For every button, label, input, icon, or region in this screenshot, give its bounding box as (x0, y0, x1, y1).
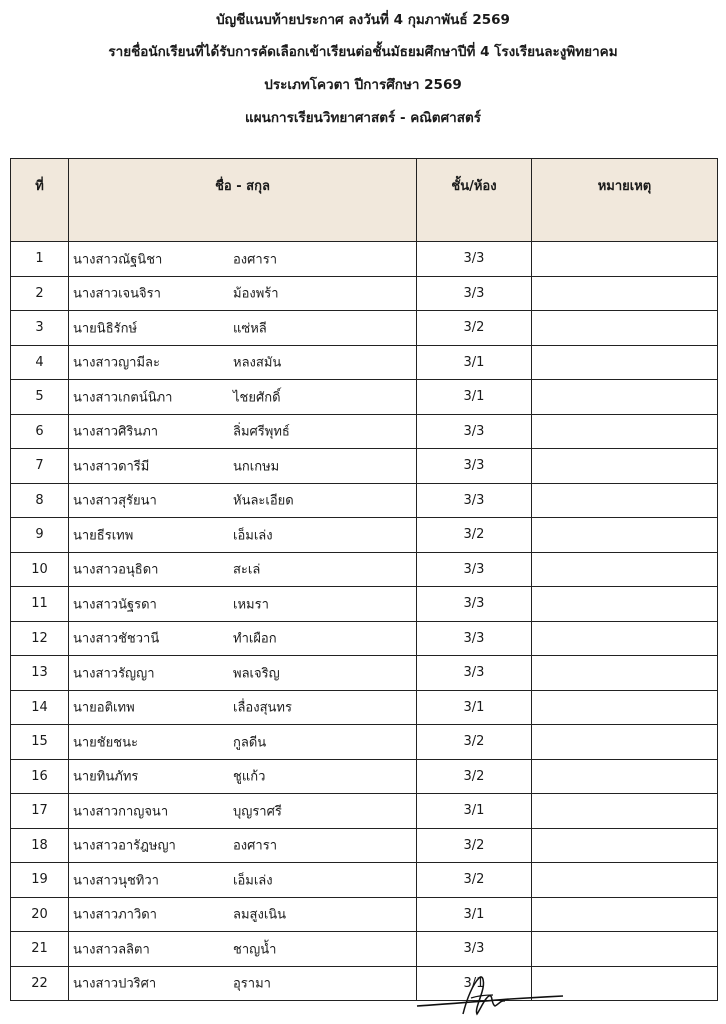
table-row (11, 621, 718, 656)
row-number: 10 (11, 552, 69, 587)
student-name (69, 483, 417, 518)
student-note (532, 932, 718, 967)
student-name (69, 518, 417, 553)
student-name (69, 690, 417, 725)
row-number: 7 (11, 449, 69, 484)
student-note (532, 276, 718, 311)
header-line-4: แผนการเรียนวิทยาศาสตร์ - คณิตศาสตร์ (245, 110, 481, 126)
row-number: 1 (11, 242, 69, 277)
col-header-name: ชื่อ - สกุล (69, 159, 417, 242)
student-name (69, 897, 417, 932)
student-last-name: องศารา (233, 252, 277, 268)
student-room: 3/2 (417, 828, 532, 863)
student-note (532, 449, 718, 484)
student-room: 3/2 (417, 725, 532, 760)
student-last-name: องศารา (233, 838, 277, 854)
header-line-2: รายชื่อนักเรียนที่ได้รับการคัดเลือกเข้าเรียนต่อชั้นมัธยมศึกษาปีที่ 4 โรงเรียนละงูพิทยาคม (108, 44, 618, 60)
row-number: 4 (11, 345, 69, 380)
student-first-name: นายธีรเทพ (73, 528, 134, 544)
table-row (11, 380, 718, 415)
row-number: 21 (11, 932, 69, 967)
table-row (11, 587, 718, 622)
student-last-name: ชูแก้ว (233, 769, 266, 785)
student-first-name: นางสาวศิรินภา (73, 424, 159, 440)
student-note (532, 690, 718, 725)
signature-mark (415, 968, 565, 1024)
student-name (69, 449, 417, 484)
table-row (11, 725, 718, 760)
student-name (69, 345, 417, 380)
table-header-row (11, 159, 718, 242)
student-first-name: นางสาวสุรัยนา (73, 493, 157, 509)
table-body (11, 242, 718, 1001)
student-room: 3/3 (417, 656, 532, 691)
student-note (532, 863, 718, 898)
student-note (532, 311, 718, 346)
student-note (532, 414, 718, 449)
col-header-note: หมายเหตุ (532, 159, 718, 242)
student-room: 3/2 (417, 518, 532, 553)
student-first-name: นางสาวชัชวานี (73, 631, 160, 647)
student-name (69, 380, 417, 415)
table-row (11, 414, 718, 449)
table-row (11, 828, 718, 863)
table-row (11, 794, 718, 829)
student-last-name: ทำเผือก (233, 631, 277, 647)
header-line-3: ประเภทโควตา ปีการศึกษา 2569 (264, 77, 462, 93)
student-name (69, 725, 417, 760)
row-number: 3 (11, 311, 69, 346)
student-table (10, 158, 718, 1001)
student-last-name: หลงสมัน (233, 355, 282, 371)
student-first-name: นายทินภัทร (73, 769, 139, 785)
student-name (69, 863, 417, 898)
student-name (69, 966, 417, 1001)
student-first-name: นายนิธิรักษ์ (73, 321, 138, 337)
table-row (11, 863, 718, 898)
row-number: 6 (11, 414, 69, 449)
row-number: 2 (11, 276, 69, 311)
student-room: 3/3 (417, 276, 532, 311)
table-row (11, 276, 718, 311)
student-first-name: นางสาวภาวิดา (73, 907, 157, 923)
student-last-name: สะเล่ (233, 562, 261, 578)
row-number: 22 (11, 966, 69, 1001)
table-row (11, 759, 718, 794)
student-note (532, 552, 718, 587)
student-note (532, 656, 718, 691)
table-row (11, 345, 718, 380)
table-row (11, 311, 718, 346)
student-room: 3/2 (417, 311, 532, 346)
table-row (11, 966, 718, 1001)
row-number: 11 (11, 587, 69, 622)
table-row (11, 242, 718, 277)
row-number: 17 (11, 794, 69, 829)
student-first-name: นางสาวอารัฎษญา (73, 838, 176, 854)
student-note (532, 587, 718, 622)
student-room: 3/3 (417, 242, 532, 277)
student-room: 3/1 (417, 690, 532, 725)
col-header-room: ชั้น/ห้อง (417, 159, 532, 242)
student-note (532, 794, 718, 829)
student-name (69, 828, 417, 863)
student-name (69, 759, 417, 794)
student-first-name: นางสาวดารีมี (73, 459, 150, 475)
table-row (11, 483, 718, 518)
student-note (532, 380, 718, 415)
table-row (11, 552, 718, 587)
student-last-name: ม้องพร้า (233, 286, 279, 302)
student-name (69, 587, 417, 622)
student-room: 3/2 (417, 863, 532, 898)
student-first-name: นางสาวญามีละ (73, 355, 160, 371)
student-last-name: พลเจริญ (233, 666, 280, 682)
row-number: 9 (11, 518, 69, 553)
row-number: 12 (11, 621, 69, 656)
student-last-name: ลมสูงเนิน (233, 907, 287, 923)
student-room: 3/3 (417, 552, 532, 587)
student-room: 3/1 (417, 794, 532, 829)
student-first-name: นายอติเทพ (73, 700, 135, 716)
row-number: 8 (11, 483, 69, 518)
student-note (532, 897, 718, 932)
student-note (532, 483, 718, 518)
row-number: 13 (11, 656, 69, 691)
student-room: 3/1 (417, 966, 532, 1001)
row-number: 15 (11, 725, 69, 760)
student-name (69, 276, 417, 311)
student-room: 3/1 (417, 897, 532, 932)
student-note (532, 621, 718, 656)
student-room: 3/3 (417, 621, 532, 656)
student-first-name: นายชัยชนะ (73, 735, 138, 751)
student-note (532, 828, 718, 863)
student-room: 3/1 (417, 345, 532, 380)
table-row (11, 518, 718, 553)
col-header-no: ที่ (11, 159, 69, 242)
student-first-name: นางสาวรัญญา (73, 666, 155, 682)
student-first-name: นางสาวนัฐรดา (73, 597, 157, 613)
table-row (11, 897, 718, 932)
student-first-name: นางสาวปวริศา (73, 976, 157, 992)
student-last-name: บุญราศรี (233, 804, 282, 820)
student-last-name: เลื่องสุนทร (233, 700, 292, 716)
student-note (532, 518, 718, 553)
student-note (532, 345, 718, 380)
table-row (11, 656, 718, 691)
student-first-name: นางสาวนุชทิวา (73, 873, 159, 889)
student-name (69, 414, 417, 449)
student-last-name: เอ็มเล่ง (233, 873, 273, 889)
student-room: 3/2 (417, 759, 532, 794)
student-last-name: อุรามา (233, 976, 271, 992)
row-number: 5 (11, 380, 69, 415)
student-room: 3/3 (417, 587, 532, 622)
student-name (69, 242, 417, 277)
student-first-name: นางสาวณัฐนิชา (73, 252, 163, 268)
student-room: 3/3 (417, 932, 532, 967)
student-name (69, 794, 417, 829)
student-first-name: นางสาวเกตน์นิภา (73, 390, 173, 406)
row-number: 19 (11, 863, 69, 898)
student-first-name: นางสาวอนุธิดา (73, 562, 159, 578)
student-note (532, 242, 718, 277)
student-last-name: ไชยศักดิ์ (233, 390, 281, 406)
student-note (532, 759, 718, 794)
student-first-name: นางสาวลลิตา (73, 942, 150, 958)
table-row (11, 449, 718, 484)
row-number: 16 (11, 759, 69, 794)
student-room: 3/3 (417, 449, 532, 484)
row-number: 18 (11, 828, 69, 863)
row-number: 20 (11, 897, 69, 932)
student-name (69, 656, 417, 691)
student-last-name: ลิ่มศรีพุทธ์ (233, 424, 290, 440)
student-name (69, 311, 417, 346)
student-last-name: เอ็มเล่ง (233, 528, 273, 544)
student-room: 3/1 (417, 380, 532, 415)
student-room: 3/3 (417, 483, 532, 518)
student-first-name: นางสาวกาญจนา (73, 804, 169, 820)
student-last-name: กูลดีน (233, 735, 267, 751)
table-row (11, 690, 718, 725)
student-last-name: หันละเอียด (233, 493, 294, 509)
student-last-name: นกเกษม (233, 459, 280, 475)
student-last-name: แซ่หลี (233, 321, 267, 337)
header-line-1: บัญชีแนบท้ายประกาศ ลงวันที่ 4 กุมภาพันธ์ 2569 (216, 12, 510, 28)
student-room: 3/3 (417, 414, 532, 449)
student-last-name: เหมรา (233, 597, 269, 613)
student-note (532, 725, 718, 760)
student-name (69, 621, 417, 656)
student-first-name: นางสาวเจนจิรา (73, 286, 161, 302)
row-number: 14 (11, 690, 69, 725)
table-row (11, 932, 718, 967)
student-name (69, 932, 417, 967)
student-last-name: ชาญน้ำ (233, 942, 277, 958)
student-name (69, 552, 417, 587)
